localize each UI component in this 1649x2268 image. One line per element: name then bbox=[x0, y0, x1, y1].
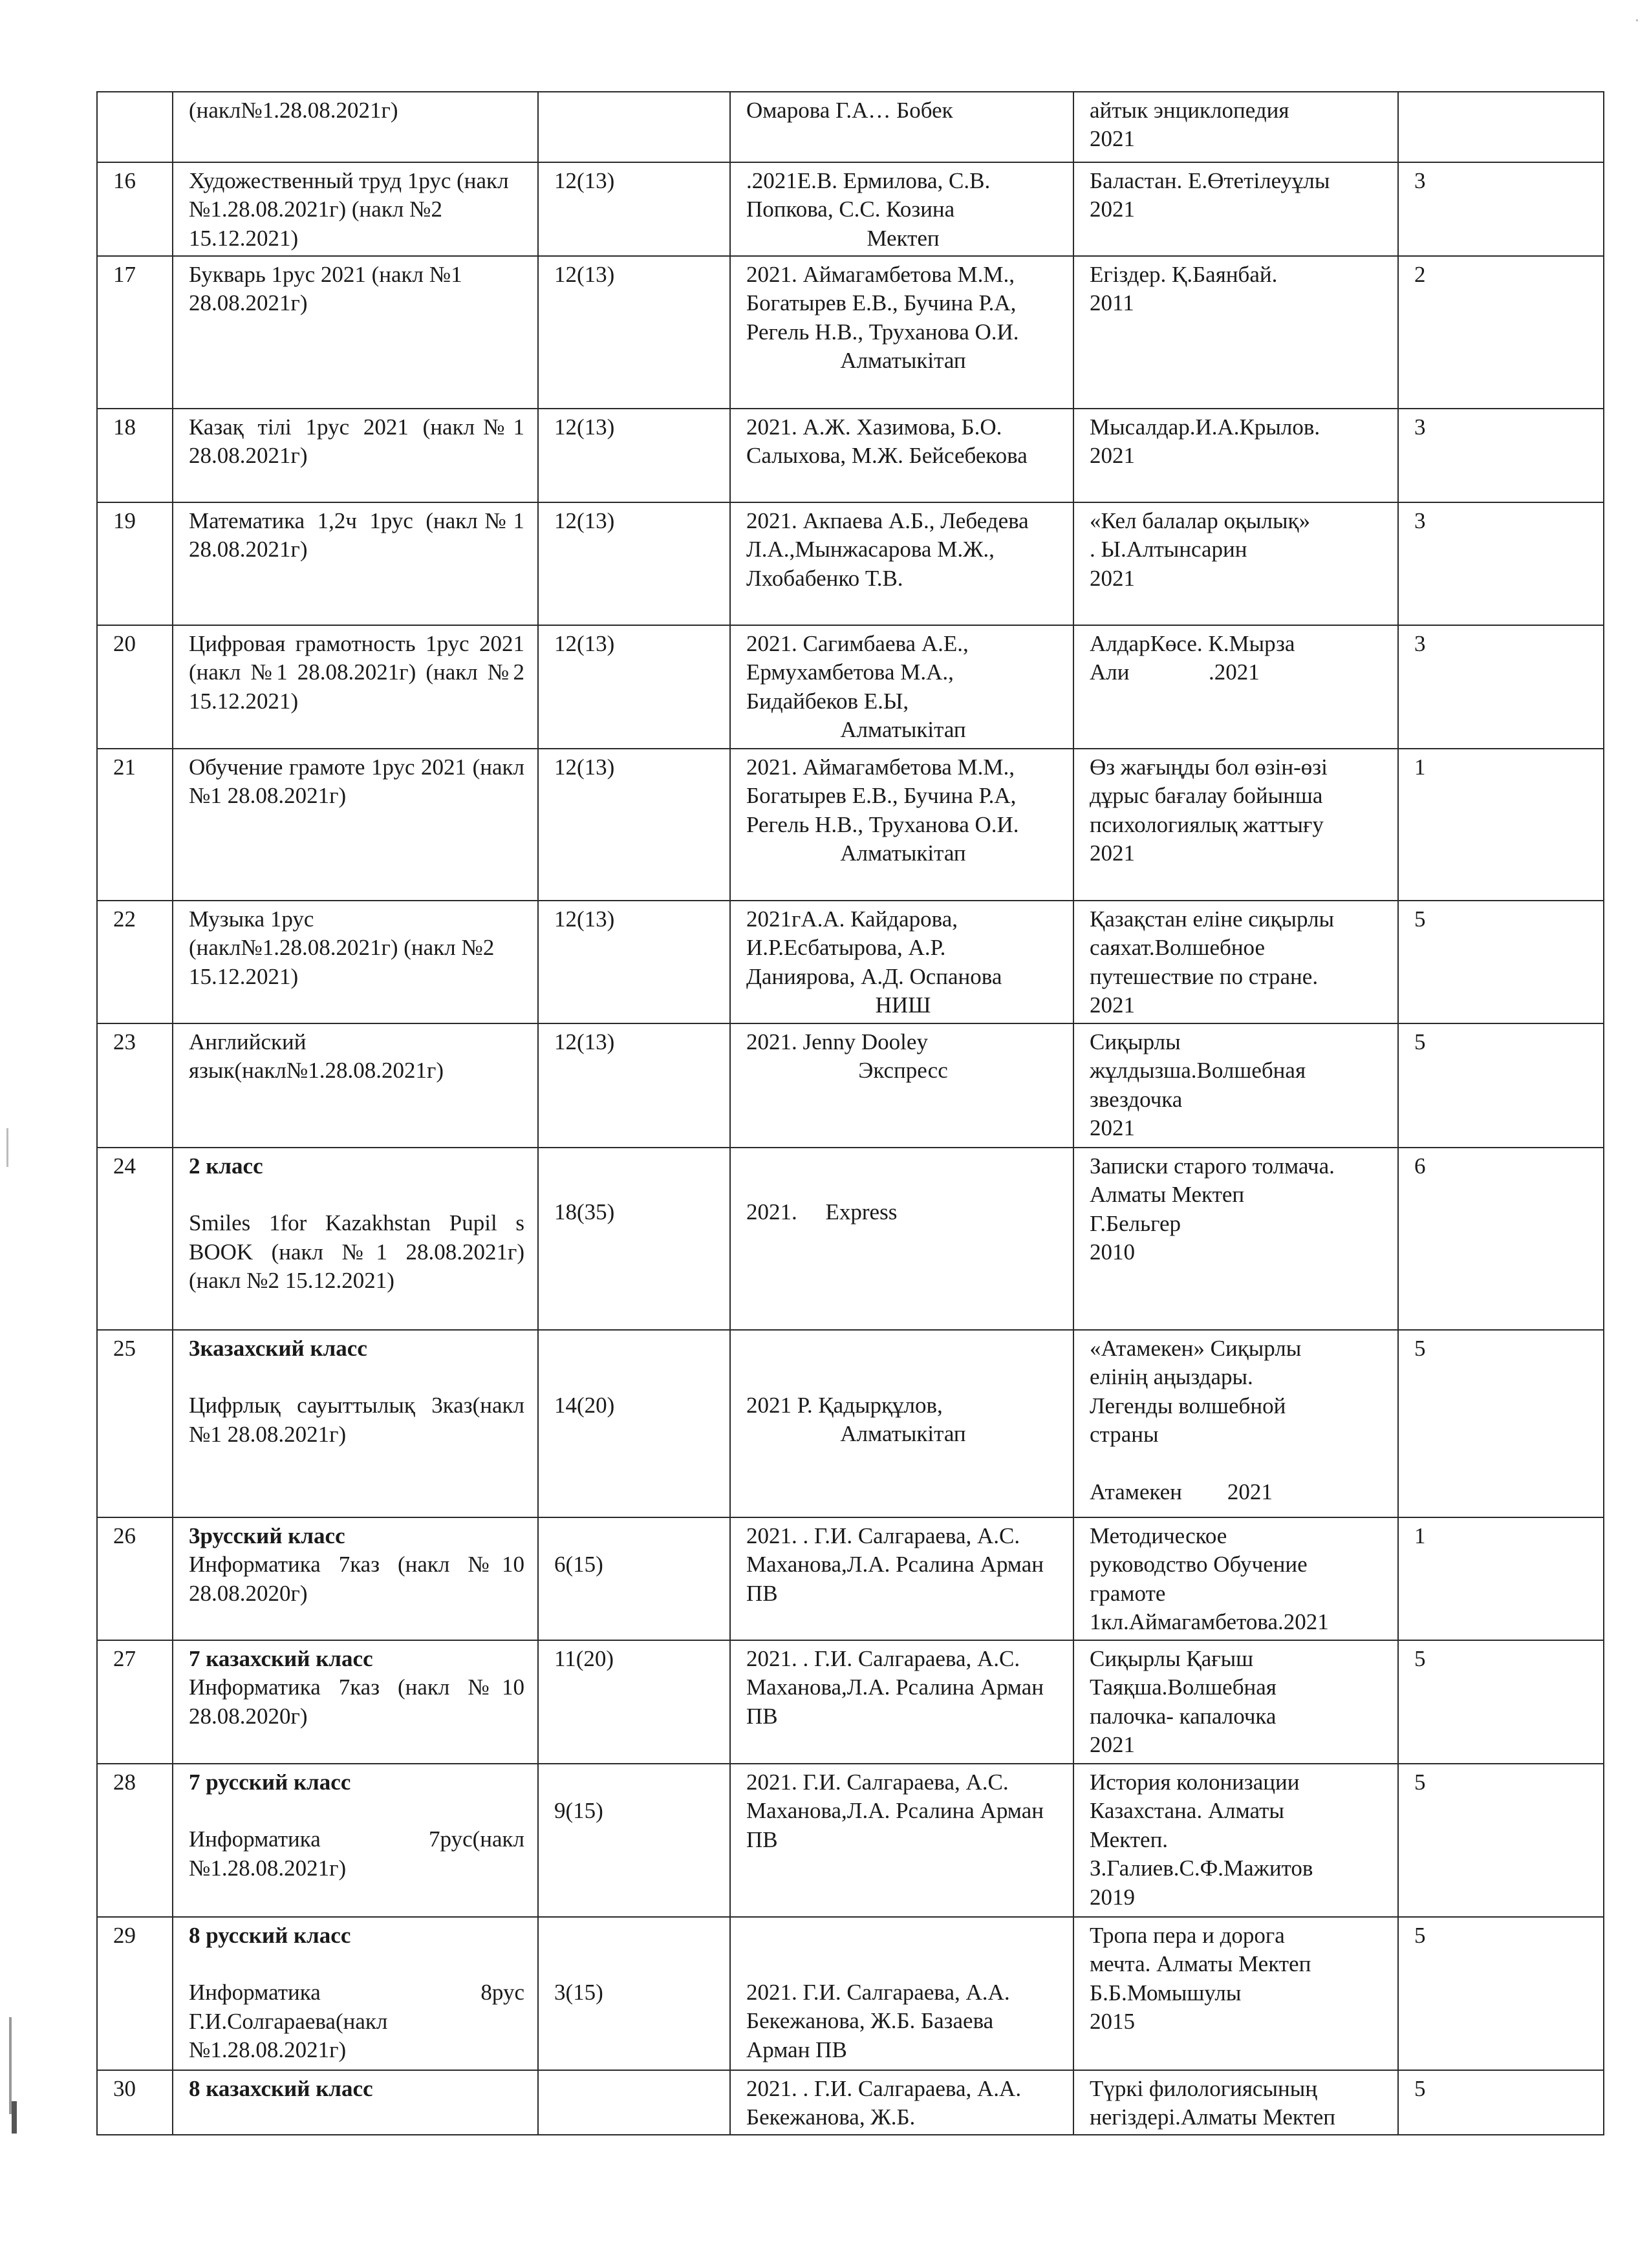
library-line: психологиялық жаттығу bbox=[1090, 811, 1324, 837]
hours-count bbox=[538, 2070, 730, 2135]
library-line: Мектеп. bbox=[1090, 1826, 1169, 1852]
library-line: АлдарКөсе. К.Мырза bbox=[1090, 631, 1295, 656]
authors-cell bbox=[730, 901, 1073, 1023]
library-line: 2021 bbox=[1090, 443, 1135, 469]
library-line: Түркі филологиясының bbox=[1090, 2076, 1317, 2101]
textbook-title: Казақ тілі 1рус 2021 (накл№1 28.08.2021г) bbox=[173, 409, 538, 502]
authors-cell bbox=[730, 92, 1073, 162]
library-line: 2021 bbox=[1090, 992, 1135, 1018]
library-book bbox=[1073, 1330, 1398, 1517]
textbook-title: Цифровая грамотность 1рус 2021 (накл №1 28.08.2021г) (накл №2 15.12.2021) bbox=[173, 625, 538, 749]
table-row bbox=[97, 1330, 1604, 1517]
hours-count: 11(20) bbox=[538, 1640, 730, 1764]
library-line: 1кл.Аймагамбетова.2021 bbox=[1090, 1609, 1329, 1635]
row-number: 26 bbox=[97, 1517, 173, 1640]
textbook-title-cell bbox=[173, 1517, 538, 1640]
library-line: Баластан. Е.Өтетілеуұлы bbox=[1090, 168, 1330, 193]
library-line: Али .2021 bbox=[1090, 659, 1260, 685]
library-line: Таяқша.Волшебная bbox=[1090, 1674, 1277, 1700]
library-line: саяхат.Волшебное bbox=[1090, 935, 1266, 961]
authors-cell bbox=[730, 2070, 1073, 2135]
textbook-title-cell bbox=[173, 1764, 538, 1917]
textbook-title: Английский язык(накл№1.28.08.2021г) bbox=[173, 1023, 538, 1148]
library-book bbox=[1073, 1764, 1398, 1917]
scan-edge-mark bbox=[12, 2101, 17, 2134]
textbook-title: (накл№1.28.08.2021г) bbox=[173, 92, 538, 162]
quantity: 5 bbox=[1398, 1023, 1604, 1148]
library-book bbox=[1073, 92, 1398, 162]
row-number: 18 bbox=[97, 409, 173, 502]
hours-count: 12(13) bbox=[538, 162, 730, 256]
authors-cell bbox=[730, 749, 1073, 901]
library-book bbox=[1073, 162, 1398, 256]
hours-count bbox=[538, 1764, 730, 1917]
authors-cell bbox=[730, 1764, 1073, 1917]
quantity: 2 bbox=[1398, 256, 1604, 409]
library-book bbox=[1073, 1023, 1398, 1148]
row-number: 22 bbox=[97, 901, 173, 1023]
authors: 2021. Express bbox=[746, 1199, 898, 1225]
authors-cell bbox=[730, 162, 1073, 256]
textbook-title: Информатика 7каз (накл №10 28.08.2020г) bbox=[189, 1552, 524, 1606]
library-line: 2021 bbox=[1090, 1115, 1135, 1141]
hours-count: 12(13) bbox=[538, 749, 730, 901]
publisher: Алматыкітап bbox=[840, 1421, 966, 1447]
textbook-title: Информатика 8рус Г.И.Солгараева(накл №1.28.08.2021г) bbox=[189, 1980, 524, 2063]
textbook-title: Букварь 1рус 2021 (накл №1 28.08.2021г) bbox=[173, 256, 538, 409]
hours-count: 12(13) bbox=[538, 1023, 730, 1148]
library-line: З.Галиев.С.Ф.Мажитов bbox=[1090, 1856, 1313, 1881]
library-line: «Атамекен» Сиқырлы bbox=[1090, 1336, 1302, 1361]
library-line: елінің аңыздары. bbox=[1090, 1364, 1253, 1390]
table-row bbox=[97, 1764, 1604, 1917]
library-line: грамоте bbox=[1090, 1580, 1166, 1606]
class-label: 7 казахский класс bbox=[189, 1646, 373, 1671]
table-row bbox=[97, 901, 1604, 1023]
hours: 14(20) bbox=[554, 1393, 615, 1418]
library-line: Қазақстан еліне сиқырлы bbox=[1090, 906, 1335, 932]
library-book bbox=[1073, 1148, 1398, 1330]
table-row bbox=[97, 749, 1604, 901]
quantity: 3 bbox=[1398, 162, 1604, 256]
library-book bbox=[1073, 409, 1398, 502]
class-label: 7 русский класс bbox=[189, 1770, 351, 1795]
authors-cell bbox=[730, 625, 1073, 749]
textbook-title-cell bbox=[173, 2070, 538, 2135]
quantity: 3 bbox=[1398, 625, 1604, 749]
row-number: 24 bbox=[97, 1148, 173, 1330]
library-line: «Кел балалар оқылық» bbox=[1090, 508, 1310, 533]
library-line: 2011 bbox=[1090, 290, 1134, 316]
row-number: 27 bbox=[97, 1640, 173, 1764]
row-number: 17 bbox=[97, 256, 173, 409]
library-book bbox=[1073, 502, 1398, 625]
table-row bbox=[97, 1917, 1604, 2070]
publisher: Мектеп bbox=[867, 225, 940, 251]
authors-cell bbox=[730, 1148, 1073, 1330]
textbook-title-cell bbox=[173, 1148, 538, 1330]
library-book bbox=[1073, 625, 1398, 749]
row-number: 28 bbox=[97, 1764, 173, 1917]
textbook-title-cell bbox=[173, 1917, 538, 2070]
authors-cell bbox=[730, 1917, 1073, 2070]
textbook-title-cell bbox=[173, 1640, 538, 1764]
row-number bbox=[97, 92, 173, 162]
class-label: 3казахский класс bbox=[189, 1336, 367, 1361]
class-label: 8 казахский класс bbox=[189, 2076, 373, 2101]
hours: 3(15) bbox=[554, 1980, 603, 2005]
library-line: Атамекен 2021 bbox=[1090, 1479, 1273, 1504]
library-line: 2021 bbox=[1090, 197, 1135, 222]
library-line: Мысалдар.И.А.Крылов. bbox=[1090, 414, 1320, 440]
table-row bbox=[97, 1148, 1604, 1330]
library-line: Казахстана. Алматы bbox=[1090, 1798, 1284, 1824]
authors-cell bbox=[730, 409, 1073, 502]
textbook-title: Smiles 1for Kazakhstan Pupil s BOOK (накл №1 28.08.2021г) (накл №2 15.12.2021) bbox=[189, 1210, 524, 1294]
authors-cell bbox=[730, 1023, 1073, 1148]
table-row bbox=[97, 2070, 1604, 2135]
row-number: 16 bbox=[97, 162, 173, 256]
library-line: Егіздер. Қ.Баянбай. bbox=[1090, 262, 1278, 287]
library-line: Сиқырлы bbox=[1090, 1029, 1181, 1054]
library-line: История колонизации bbox=[1090, 1770, 1300, 1795]
library-line: Г.Бельгер bbox=[1090, 1210, 1181, 1236]
class-label: 2 класс bbox=[189, 1153, 263, 1179]
authors: 2021. Акпаева А.Б., Лебедева Л.А.,Мынжасарова М.Ж., Лхобабенко Т.В. bbox=[746, 508, 1029, 591]
publisher: Экспресс bbox=[858, 1058, 948, 1084]
hours-count: 12(13) bbox=[538, 502, 730, 625]
table-row bbox=[97, 1640, 1604, 1764]
library-line: негіздері.Алматы Мектеп bbox=[1090, 2104, 1335, 2130]
quantity: 6 bbox=[1398, 1148, 1604, 1330]
hours-count: 12(13) bbox=[538, 256, 730, 409]
hours-count bbox=[538, 1148, 730, 1330]
authors: 2021. Сагимбаева А.Е., Ермухамбетова М.А., Бидайбеков Е.Ы, bbox=[746, 631, 969, 714]
book-inventory-table bbox=[96, 91, 1604, 2135]
library-line: Методическое bbox=[1090, 1523, 1227, 1548]
library-line: жұлдызша.Волшебная bbox=[1090, 1058, 1306, 1084]
authors: Омарова Г.А… Бобек bbox=[746, 98, 953, 123]
table-row bbox=[97, 409, 1604, 502]
quantity bbox=[1398, 92, 1604, 162]
authors: 2021. Jenny Dooley bbox=[746, 1029, 928, 1054]
hours: 18(35) bbox=[554, 1199, 615, 1225]
library-book bbox=[1073, 1917, 1398, 2070]
publisher: НИШ bbox=[875, 992, 931, 1018]
library-line: 2021 bbox=[1090, 565, 1135, 591]
authors: 2021. . Г.И. Салгараева, А.С. Маханова,Л.А. Рсалина Арман ПВ bbox=[746, 1523, 1044, 1606]
library-line bbox=[1090, 1450, 1385, 1478]
library-line: страны bbox=[1090, 1422, 1159, 1448]
hours-count bbox=[538, 1330, 730, 1517]
hours: 6(15) bbox=[554, 1552, 603, 1577]
textbook-title: Информатика 7рус(накл №1.28.08.2021г) bbox=[189, 1826, 524, 1881]
library-line: Записки старого толмача. bbox=[1090, 1153, 1335, 1179]
authors-cell bbox=[730, 1640, 1073, 1764]
table-row bbox=[97, 1023, 1604, 1148]
library-book bbox=[1073, 1517, 1398, 1640]
publisher: Алматыкітап bbox=[840, 840, 966, 866]
hours: 9(15) bbox=[554, 1798, 603, 1823]
library-line: Алматы Мектеп bbox=[1090, 1182, 1245, 1208]
library-line: Өз жағыңды бол өзін-өзі bbox=[1090, 754, 1328, 780]
table-row bbox=[97, 1517, 1604, 1640]
textbook-title: Информатика 7каз (накл №10 28.08.2020г) bbox=[189, 1674, 524, 1729]
row-number: 25 bbox=[97, 1330, 173, 1517]
library-book bbox=[1073, 2070, 1398, 2135]
library-line: 2015 bbox=[1090, 2009, 1135, 2035]
textbook-title: Цифрлық сауыттылық 3каз(накл №1 28.08.2021г) bbox=[189, 1393, 524, 1447]
quantity: 5 bbox=[1398, 1640, 1604, 1764]
publisher: Алматыкітап bbox=[840, 717, 966, 743]
library-book bbox=[1073, 1640, 1398, 1764]
row-number: 19 bbox=[97, 502, 173, 625]
table-row bbox=[97, 256, 1604, 409]
quantity: 5 bbox=[1398, 2070, 1604, 2135]
hours-count bbox=[538, 1917, 730, 2070]
hours-count bbox=[538, 1517, 730, 1640]
library-line: айтык энциклопедия bbox=[1090, 98, 1289, 123]
row-number: 30 bbox=[97, 2070, 173, 2135]
library-line: 2021 bbox=[1090, 1732, 1135, 1758]
quantity: 3 bbox=[1398, 502, 1604, 625]
library-book bbox=[1073, 256, 1398, 409]
hours-count: 12(13) bbox=[538, 625, 730, 749]
library-line: звездочка bbox=[1090, 1086, 1183, 1112]
library-line: Тропа пера и дорога bbox=[1090, 1923, 1285, 1948]
authors: 2021. . Г.И. Салгараева, А.А. Бекежанова, Ж.Б. bbox=[746, 2076, 1022, 2130]
textbook-title: Математика 1,2ч 1рус (накл№1 28.08.2021г) bbox=[173, 502, 538, 625]
quantity: 5 bbox=[1398, 1917, 1604, 2070]
quantity: 1 bbox=[1398, 1517, 1604, 1640]
class-label: 3русский класс bbox=[189, 1523, 345, 1548]
library-line: Б.Б.Момышулы bbox=[1090, 1980, 1242, 2006]
library-line: . Ы.Алтынсарин bbox=[1090, 537, 1247, 562]
publisher: Алматыкітап bbox=[840, 348, 966, 374]
quantity: 5 bbox=[1398, 901, 1604, 1023]
textbook-title: Обучение грамоте 1рус 2021 (накл №1 28.08.2021г) bbox=[173, 749, 538, 901]
table-row bbox=[97, 162, 1604, 256]
authors: 2021. А.Ж. Хазимова, Б.О. Салыхова, М.Ж. Бейсебекова bbox=[746, 414, 1028, 469]
row-number: 21 bbox=[97, 749, 173, 901]
quantity: 3 bbox=[1398, 409, 1604, 502]
library-book bbox=[1073, 901, 1398, 1023]
table-body bbox=[97, 92, 1604, 2135]
library-line: мечта. Алматы Мектеп bbox=[1090, 1951, 1311, 1977]
row-number: 20 bbox=[97, 625, 173, 749]
library-line: Легенды волшебной bbox=[1090, 1393, 1286, 1418]
authors: 2021. Г.И. Салгараева, А.С. Маханова,Л.А. Рсалина Арман ПВ bbox=[746, 1770, 1044, 1852]
authors-cell bbox=[730, 502, 1073, 625]
authors: 2021 Р. Қадырқұлов, bbox=[746, 1393, 943, 1418]
authors: 2021. . Г.И. Салгараева, А.С. Маханова,Л.А. Рсалина Арман ПВ bbox=[746, 1646, 1044, 1729]
library-line: палочка- капалочка bbox=[1090, 1703, 1277, 1729]
library-line: 2010 bbox=[1090, 1239, 1135, 1265]
library-line: Сиқырлы Қағыш bbox=[1090, 1646, 1254, 1671]
scan-edge-mark bbox=[6, 1128, 8, 1167]
library-book bbox=[1073, 749, 1398, 901]
textbook-title: Художественный труд 1рус (накл №1.28.08.2021г) (накл №2 15.12.2021) bbox=[173, 162, 538, 256]
library-line: дұрыс бағалау бойынша bbox=[1090, 783, 1323, 809]
row-number: 29 bbox=[97, 1917, 173, 2070]
library-line: 2021 bbox=[1090, 126, 1135, 152]
authors: 2021. Аймагамбетова М.М., Богатырев Е.В., Бучина Р.А, Регель Н.В., Труханова О.И. bbox=[746, 754, 1019, 837]
quantity: 1 bbox=[1398, 749, 1604, 901]
quantity: 5 bbox=[1398, 1330, 1604, 1517]
library-line: 2021 bbox=[1090, 840, 1135, 866]
authors-cell bbox=[730, 1330, 1073, 1517]
row-number: 23 bbox=[97, 1023, 173, 1148]
table-row bbox=[97, 92, 1604, 162]
scan-edge-mark bbox=[9, 2017, 12, 2114]
class-label: 8 русский класс bbox=[189, 1923, 351, 1948]
authors-cell bbox=[730, 256, 1073, 409]
library-line: путешествие по стране. bbox=[1090, 963, 1319, 989]
authors: .2021Е.В. Ермилова, С.В. Попкова, С.С. Козина bbox=[746, 168, 991, 222]
textbook-title-cell bbox=[173, 1330, 538, 1517]
authors: 2021. Аймагамбетова М.М., Богатырев Е.В., Бучина Р.А, Регель Н.В., Труханова О.И. bbox=[746, 262, 1019, 345]
quantity: 5 bbox=[1398, 1764, 1604, 1917]
library-line: руководство Обучение bbox=[1090, 1552, 1308, 1578]
authors-cell bbox=[730, 1517, 1073, 1640]
scan-edge-mark bbox=[1636, 19, 1638, 21]
hours-count: 12(13) bbox=[538, 901, 730, 1023]
authors: 2021. Г.И. Салгараева, А.А. Бекежанова, Ж.Б. Базаева Арман ПВ bbox=[746, 1980, 1010, 2062]
table-row bbox=[97, 502, 1604, 625]
library-line: 2019 bbox=[1090, 1884, 1135, 1910]
textbook-title: Музыка 1рус (накл№1.28.08.2021г) (накл №2 15.12.2021) bbox=[173, 901, 538, 1023]
hours-count: 12(13) bbox=[538, 409, 730, 502]
authors: 2021гА.А. Кайдарова, И.Р.Есбатырова, А.Р. Даниярова, А.Д. Оспанова bbox=[746, 906, 1002, 989]
hours-count bbox=[538, 92, 730, 162]
table-row bbox=[97, 625, 1604, 749]
